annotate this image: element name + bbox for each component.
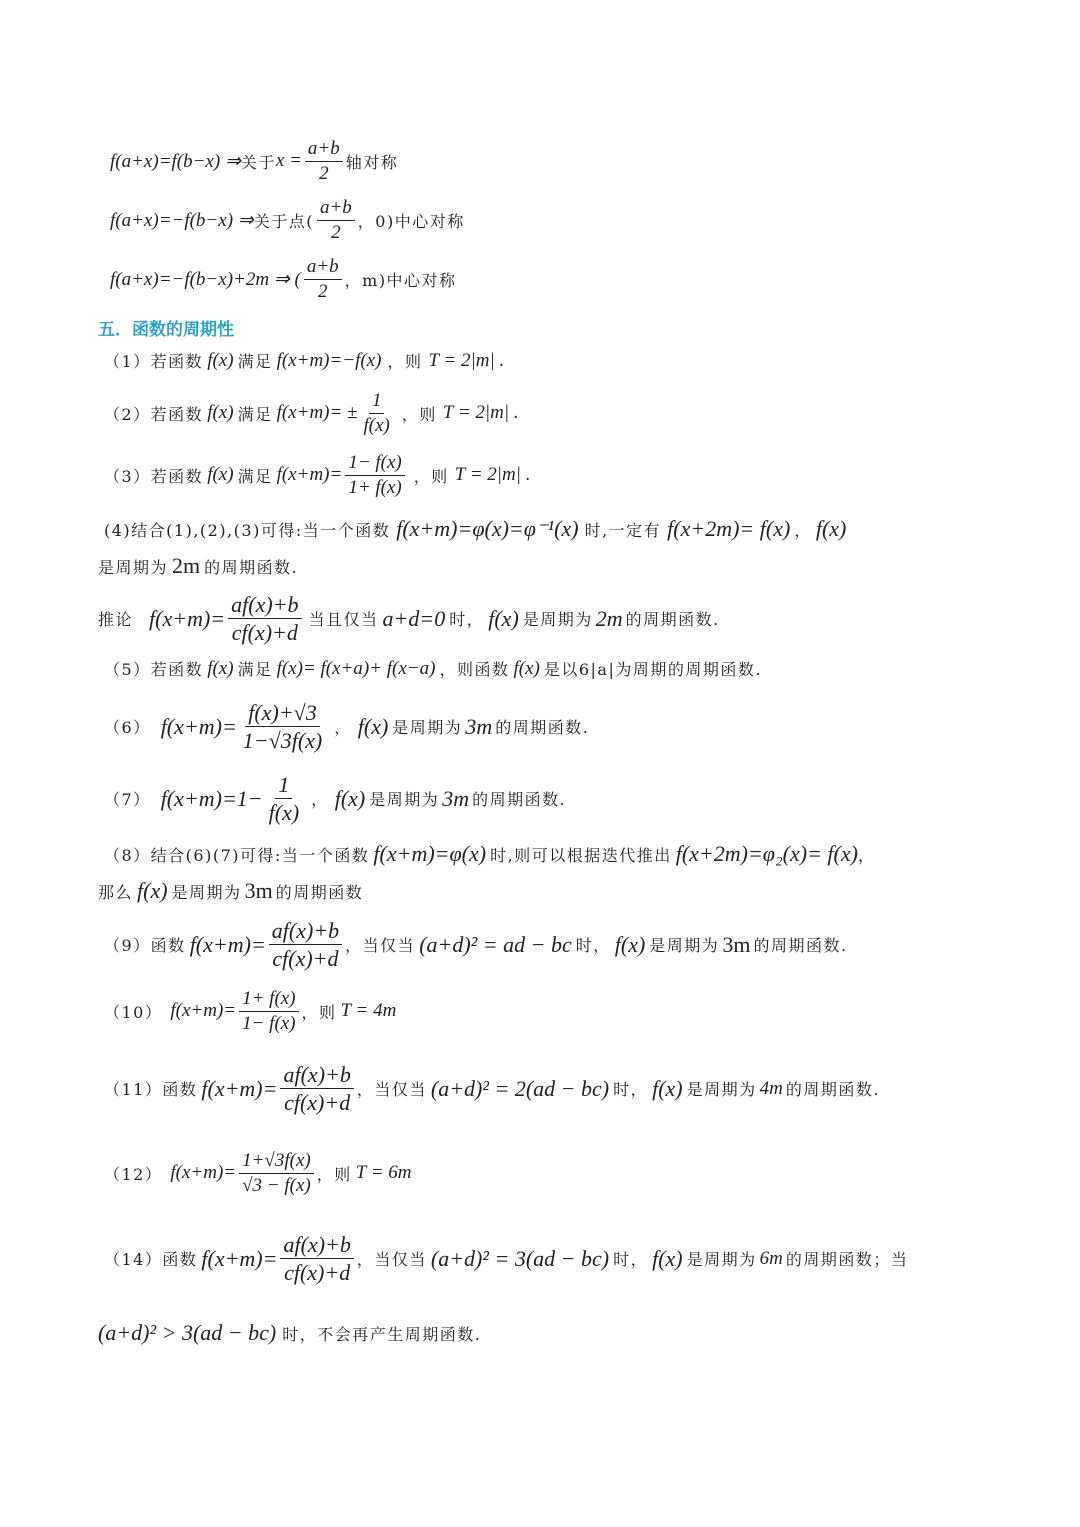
text: 当且仅当 [308,610,379,630]
item-14-line-2 [98,1320,481,1346]
formula: f(x+m)= [160,713,237,739]
formula: f(x+m)= [201,1075,278,1101]
text: 的周期函数. [495,718,590,738]
formula: f(x+m)= [189,931,266,957]
item-4-line-1 [104,516,846,542]
text: 是周期为 [171,882,242,902]
text: 那么 [98,882,134,902]
item-12 [104,1150,412,1197]
formula: f(x) [513,657,540,679]
formula: f(x+m)=φ(x)=φ⁻¹(x) [396,516,579,541]
formula: (a+d)² > 3(ad − bc) [98,1320,277,1345]
text: 是周期为 [98,557,169,577]
formula: f(x) [207,464,234,486]
fraction: $\frac{f(x)+√3}{1-√3f(x)}$ [242,700,323,754]
fraction: $\frac{af(x)+b}{cf(x)+d}$ [269,918,342,972]
text: 的周期函数 [275,882,364,902]
label: 推论 [98,610,134,630]
formula: f(x) [614,931,646,957]
formula: 2m [172,553,201,578]
formula: f(x) [334,785,366,811]
label: （10） [104,1002,163,1022]
text: 是周期为 [522,610,593,630]
text: 是周期为 [392,718,463,738]
formula: T = 4m [340,1000,397,1022]
label: （7） [104,790,151,810]
item-8-line-2 [98,878,363,904]
formula: f(a+x)=f(b−x) ⇒ [110,150,241,172]
formula: f(x)= f(x+a)+ f(x−a) [276,657,436,679]
text: 是周期为 [369,790,440,810]
text: 满足 [237,352,273,371]
text: 时，不会再产生周期函数. [282,1324,482,1344]
formula: 2m [595,605,623,631]
fraction: $\frac{1- f(x)}{1+ f(x)}$ [345,452,404,499]
formula: f(x) [137,878,168,903]
text: 时， [575,936,611,956]
fraction: $\frac{a+b}{2}$ [317,197,355,244]
label: （1）若函数 [104,352,204,371]
text: 的周期函数. [204,557,299,577]
formula: f(x+m)= [149,605,226,631]
text: 时， [449,610,485,630]
text: ， [334,718,352,738]
text: 的周期函数. [472,790,567,810]
text: 时， [613,1250,649,1270]
formula: (a+d)² = 3(ad − bc) [430,1245,610,1271]
formula: f(x+m)= [201,1245,278,1271]
text: ，当仅当 [356,1080,427,1100]
item-8-line-1 [104,841,875,867]
fraction: $\frac{1+ f(x)}{1- f(x)}$ [239,988,298,1035]
text: ，则 [413,466,449,486]
text: 关于点( [253,211,314,231]
fraction: $\frac{a+b}{2}$ [304,256,342,303]
formula: 3m [465,713,493,739]
fraction: $\frac{af(x)+b}{cf(x)+d}$ [280,1062,353,1116]
text: （8）结合(6)(7)可得:当一个函数 [104,845,370,865]
formula: T = 2|m| . [454,464,531,486]
formula: T = 6m [355,1162,412,1184]
label: （3）若函数 [104,466,204,486]
formula: (a+d)² = ad − bc [419,931,572,957]
text: 是周期为 [686,1080,757,1100]
fraction: $\frac{1}{f(x)}$ [363,390,390,436]
formula: T = 2|m| . [428,349,505,371]
formula: x = [275,150,302,172]
text: 满足 [237,404,273,424]
label: （9）函数 [104,936,186,956]
text: ，则 [401,404,437,424]
formula: f(x) [207,402,234,424]
item-5 [104,657,762,680]
fraction: $\frac{af(x)+b}{cf(x)+d}$ [228,592,301,646]
text: 的周期函数. [753,936,848,956]
text: ， [794,520,812,540]
formula: f(x+m)= ± [276,402,358,424]
formula: f(x+m)=φ(x) [373,841,487,866]
item-4-line-2 [98,553,298,579]
item-2 [104,390,519,437]
formula: 3m [722,931,751,957]
text: ， [857,845,876,865]
item-14-line-1 [104,1232,908,1286]
text: 满足 [237,660,273,679]
text: ，则 [301,1002,337,1022]
text: 是周期为 [686,1250,757,1270]
text: 轴对称 [345,152,399,172]
text: 时,一定有 [584,520,662,540]
formula: T = 2|m| . [442,402,519,424]
symmetry-line-1 [110,138,398,185]
item-1 [104,349,504,372]
item-3 [104,452,530,499]
formula: f(x) [815,516,847,541]
formula: f(x+2m)=φ₂(x)= f(x) [675,841,858,866]
formula: 3m [244,878,273,903]
text: (4)结合(1),(2),(3)可得:当一个函数 [104,520,391,540]
formula: f(x+m)=−f(x) [276,349,382,371]
text: 的周期函数；当 [785,1250,909,1270]
item-6 [104,700,589,754]
text: 的周期函数. [785,1080,880,1100]
formula: f(a+x)=−f(b−x) ⇒ [110,209,254,231]
item-10 [104,988,396,1035]
label: （2）若函数 [104,404,204,424]
label: （5）若函数 [104,660,204,679]
formula: f(x+2m)= f(x) [667,516,791,541]
text: ，则 [316,1164,352,1184]
item-9 [104,918,848,972]
label: （14）函数 [104,1250,198,1270]
formula: 6m [759,1247,783,1269]
text: ，则 [387,352,423,371]
text: 是周期为 [649,936,720,956]
formula: f(a+x)=−f(b−x)+2m ⇒ ( [110,268,301,290]
item-11 [104,1062,880,1116]
formula: f(x+m)=1− [160,785,263,811]
text: 时， [613,1080,649,1100]
text: 是以6|a|为周期的周期函数. [543,660,762,679]
text: ，当仅当 [345,936,416,956]
label: （11）函数 [104,1080,198,1100]
text: ，则函数 [439,660,510,679]
formula: a+d=0 [382,605,446,631]
formula: f(x) [652,1245,683,1271]
text: ， [311,790,329,810]
text: ，当仅当 [356,1250,427,1270]
label: （6） [104,718,151,738]
formula: 3m [442,785,470,811]
fraction: $\frac{1+√3f(x)}{√3 - f(x)}$ [239,1150,314,1197]
text: 关于 [240,152,276,172]
section-heading: 五．函数的周期性 [98,320,234,340]
formula: f(x) [357,713,389,739]
formula: f(x+m)= [170,1162,237,1184]
symmetry-line-3 [110,256,457,303]
formula: f(x) [652,1075,683,1101]
text: 的周期函数. [625,610,720,630]
text: 时,则可以根据迭代推出 [490,845,672,865]
fraction: $\frac{af(x)+b}{cf(x)+d}$ [280,1232,353,1286]
fraction: $\frac{1}{f(x)}$ [268,772,300,826]
symmetry-line-2 [110,197,465,244]
text: ，m)中心对称 [344,270,457,290]
text: 满足 [237,466,273,486]
item-7 [104,772,566,826]
label: （12） [104,1164,163,1184]
formula: f(x+m)= [276,464,343,486]
corollary [98,592,720,646]
formula: f(x) [488,605,519,631]
text: ，0)中心对称 [357,211,465,231]
formula: 4m [759,1077,783,1099]
fraction: $\frac{a+b}{2}$ [305,138,343,185]
formula: (a+d)² = 2(ad − bc) [430,1075,610,1101]
formula: f(x) [207,349,234,371]
formula: f(x) [207,657,234,679]
formula: f(x+m)= [170,1000,237,1022]
